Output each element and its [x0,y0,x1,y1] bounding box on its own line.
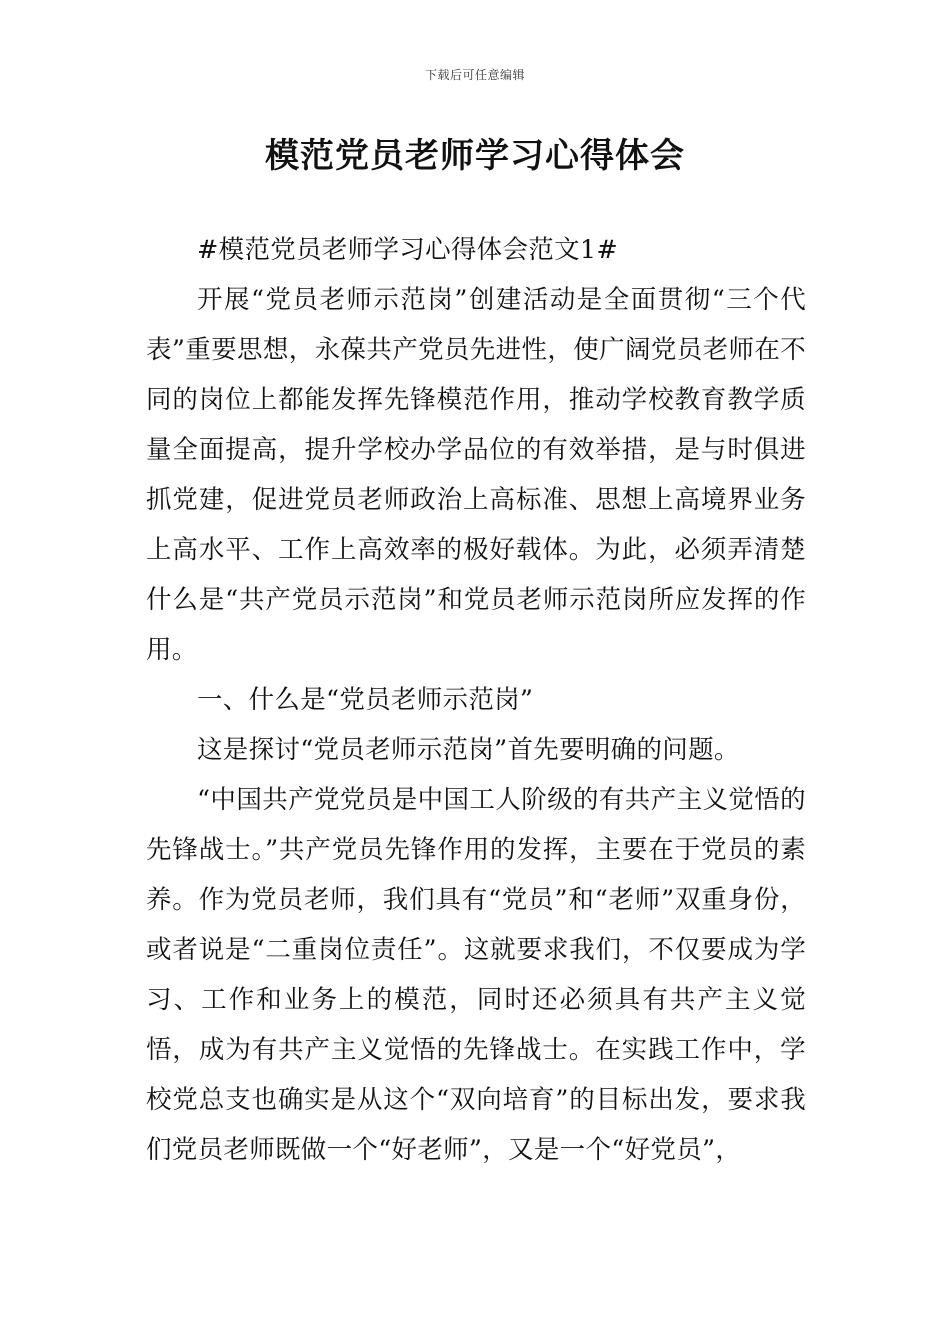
section-heading-1: 一、什么是“党员老师示范岗” [197,685,534,715]
paragraph-intro: 开展“党员老师示范岗”创建活动是全面贯彻“三个代表”重要思想，永葆共产党员先进性，使广阔党员老师在不同的岗位上都能发挥先锋模范作用，推动学校教育教学质量全面提高，提升学校办学品位的有效举措，是与时俱进抓党建，促进党员老师政治上高标准、思想上高境界业务上高水平、工作上高效率的极好载体。为此，必须弄清楚什么是“共产党员示范岗”和党员老师示范岗所应发挥的作用。 [146,285,806,665]
paragraph-question: 这是探讨“党员老师示范岗”首先要明确的问题。 [197,735,740,765]
document-body [146,225,806,1175]
section-heading-sample-1: #模范党员老师学习心得体会范文1# [197,235,619,265]
document-title: 模范党员老师学习心得体会 [265,136,685,176]
header-note: 下载后可任意编辑 [424,68,525,82]
paragraph-definition: “中国共产党党员是中国工人阶级的有共产主义觉悟的先锋战士。”共产党员先锋作用的发挥，主要在于党员的素养。作为党员老师，我们具有“党员”和“老师”双重身份，或者说是“二重岗位责任”。这就要求我们，不仅要成为学习、工作和业务上的模范，同时还必须具有共产主义觉悟，成为有共产主义觉悟的先锋战士。在实践工作中，学校党总支也确实是从这个“双向培育”的目标出发，要求我们党员老师既做一个“好老师”，又是一个“好党员”， [146,785,806,1165]
